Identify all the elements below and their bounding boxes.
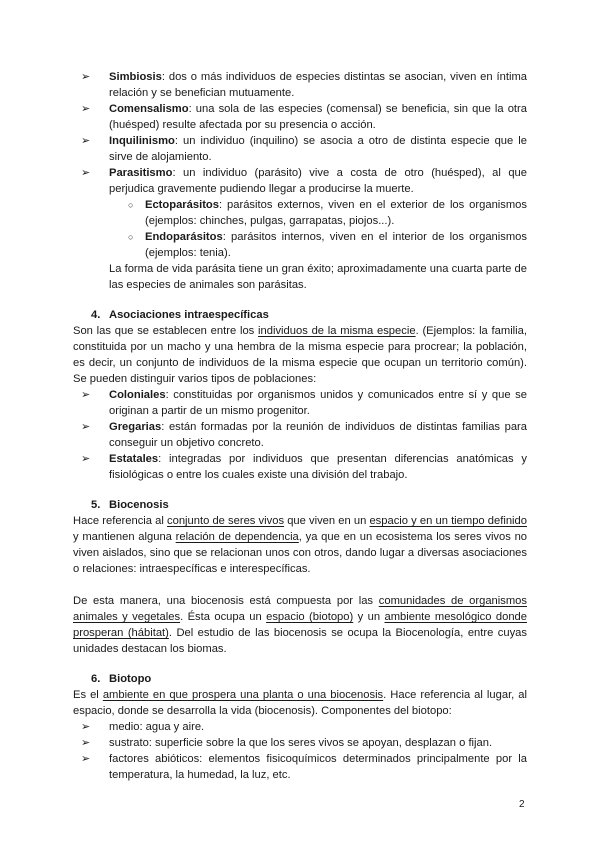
text: . Del estudio de las biocenosis se ocupa la Biocenología, entre cuyas unidades destacan los biomas.: [73, 627, 527, 655]
text: . Ésta ocupa un: [180, 611, 267, 623]
arrow-bullet-icon: ➢: [81, 737, 91, 749]
underlined-text: espacio (biotopo): [266, 611, 354, 623]
section-6-paragraph: [73, 687, 527, 719]
definition: : parásitos externos, viven en el exterior de los organismos (ejemplos: chinches, pulgas, garrapatas, piojos...).: [145, 199, 527, 227]
list-item-inquilinismo: [73, 133, 527, 165]
underlined-text: individuos de la misma especie: [258, 325, 416, 337]
arrow-bullet-icon: ➢: [81, 453, 91, 465]
section-title: Biotopo: [109, 673, 152, 685]
arrow-bullet-icon: ➢: [81, 71, 91, 83]
list-item-simbiosis: [73, 69, 527, 101]
definition: : están formadas por la reunión de individuos de distintas familias para conseguir un objetivo concreto.: [109, 421, 527, 449]
underlined-text: ambiente mesológico donde prosperan (hábitat): [73, 611, 527, 639]
term: Comensalismo: [109, 103, 189, 115]
list-text: sustrato: superficie sobre la que los seres vivos se apoyan, desplazan o fijan.: [109, 737, 493, 749]
list-item-coloniales: [73, 387, 527, 419]
list-item-sustrato: [73, 735, 527, 751]
paragraph-spacer: [73, 577, 527, 593]
list-item-parasitismo: [73, 165, 527, 197]
text: que viven en un: [284, 515, 370, 527]
arrow-bullet-icon: ➢: [81, 753, 91, 765]
term: Ectoparásitos: [145, 199, 219, 211]
text: Es el: [73, 689, 103, 701]
list-item-factores-abioticos: [73, 751, 527, 783]
text: . (Ejemplos: la familia, constituida por un macho y una hembra de la misma especie para procrear; la población, es decir, un conjunto de individuos de la misma especie que ocupan un territorio común). Se pueden distinguir varios tipos de poblaciones:: [73, 325, 527, 385]
arrow-bullet-icon: ➢: [81, 421, 91, 433]
term: Coloniales: [109, 389, 166, 401]
term: Parasitismo: [109, 167, 173, 179]
section-number: 4.: [91, 309, 101, 321]
term: Endoparásitos: [145, 231, 223, 243]
term: Simbiosis: [109, 71, 162, 83]
underlined-text: conjunto de seres vivos: [167, 515, 285, 527]
section-heading-6: [73, 671, 527, 687]
term: Gregarias: [109, 421, 162, 433]
list-item-medio: [73, 719, 527, 735]
definition: : constituidas por organismos unidos y comunicados entre sí y que se originan a partir de un mismo progenitor.: [109, 389, 527, 417]
underlined-text: ambiente en que prospera una planta o una biocenosis: [102, 689, 384, 701]
arrow-bullet-icon: ➢: [81, 167, 91, 179]
circle-bullet-icon: ○: [128, 200, 134, 210]
section-5-paragraph-2: [73, 593, 527, 657]
section-title: Asociaciones intraespecíficas: [109, 309, 269, 321]
definition: : parásitos internos, viven en el interior de los organismos (ejemplos: tenia).: [145, 231, 527, 259]
list-text: medio: agua y aire.: [109, 721, 205, 733]
text: y un: [353, 611, 385, 623]
term: Inquilinismo: [109, 135, 175, 147]
text: Son las que se establecen entre los: [73, 325, 259, 337]
list-item-comensalismo: [73, 101, 527, 133]
parasite-note: La forma de vida parásita tiene un gran éxito; aproximadamente una cuarta parte de las especies de animales son parásitas.: [109, 263, 527, 291]
section-4-paragraph: [73, 323, 527, 387]
arrow-bullet-icon: ➢: [81, 721, 91, 733]
list-item-gregarias: [73, 419, 527, 451]
section-number: 6.: [91, 673, 101, 685]
underlined-text: espacio y en un tiempo definido: [369, 515, 527, 527]
underlined-text: comunidades de organismos animales y vegetales: [73, 595, 527, 623]
list-text: factores abióticos: elementos fisicoquímicos determinados principalmente por la temperatura, la humedad, la luz, etc.: [109, 753, 527, 781]
definition: : una sola de las especies (comensal) se beneficia, sin que la otra (huésped) resulte afectada por su presencia o acción.: [109, 103, 527, 131]
text: , ya que en un ecosistema los seres vivos no viven aislados, sino que se relacionan unos con otros, dando lugar a diversas asociaciones o relaciones: intraespecíficas e interespecíficas.: [73, 531, 528, 575]
text: De esta manera, una biocenosis está compuesta por las: [73, 595, 379, 607]
list-item-estatales: [73, 451, 527, 483]
section-number: 5.: [91, 499, 101, 511]
sublist-item-endoparasitos: [73, 229, 527, 261]
section-title: Biocenosis: [109, 499, 169, 511]
circle-bullet-icon: ○: [128, 232, 134, 242]
definition: : dos o más individuos de especies distintas se asocian, viven en íntima relación y se benefician mutuamente.: [109, 71, 527, 99]
arrow-bullet-icon: ➢: [81, 103, 91, 115]
text: . Hace referencia al lugar, al espacio, donde se desarrolla la vida (biocenosis). Componentes del biotopo:: [73, 689, 528, 717]
definition: : un individuo (inquilino) se asocia a otro de distinta especie que le sirve de alojamiento.: [109, 135, 527, 163]
term: Estatales: [109, 453, 159, 465]
arrow-bullet-icon: ➢: [81, 389, 91, 401]
underlined-text: relación de dependencia: [175, 531, 299, 543]
arrow-bullet-icon: ➢: [81, 135, 91, 147]
text: Hace referencia al: [73, 515, 168, 527]
page-content: [73, 69, 527, 783]
sublist-item-ectoparasitos: [73, 197, 527, 229]
section-5-paragraph-1: [73, 513, 527, 577]
definition: : integradas por individuos que presentan diferencias anatómicas y fisiológicas o entre los cuales existe una división del trabajo.: [109, 453, 527, 481]
definition: : un individuo (parásito) vive a costa de otro (huésped), al que perjudica gravemente pudiendo llegar a producirse la muerte.: [109, 167, 527, 195]
section-heading-4: [73, 307, 527, 323]
section-heading-5: [73, 497, 527, 513]
page-number: 2: [519, 799, 525, 810]
text: y mantienen alguna: [73, 531, 176, 543]
